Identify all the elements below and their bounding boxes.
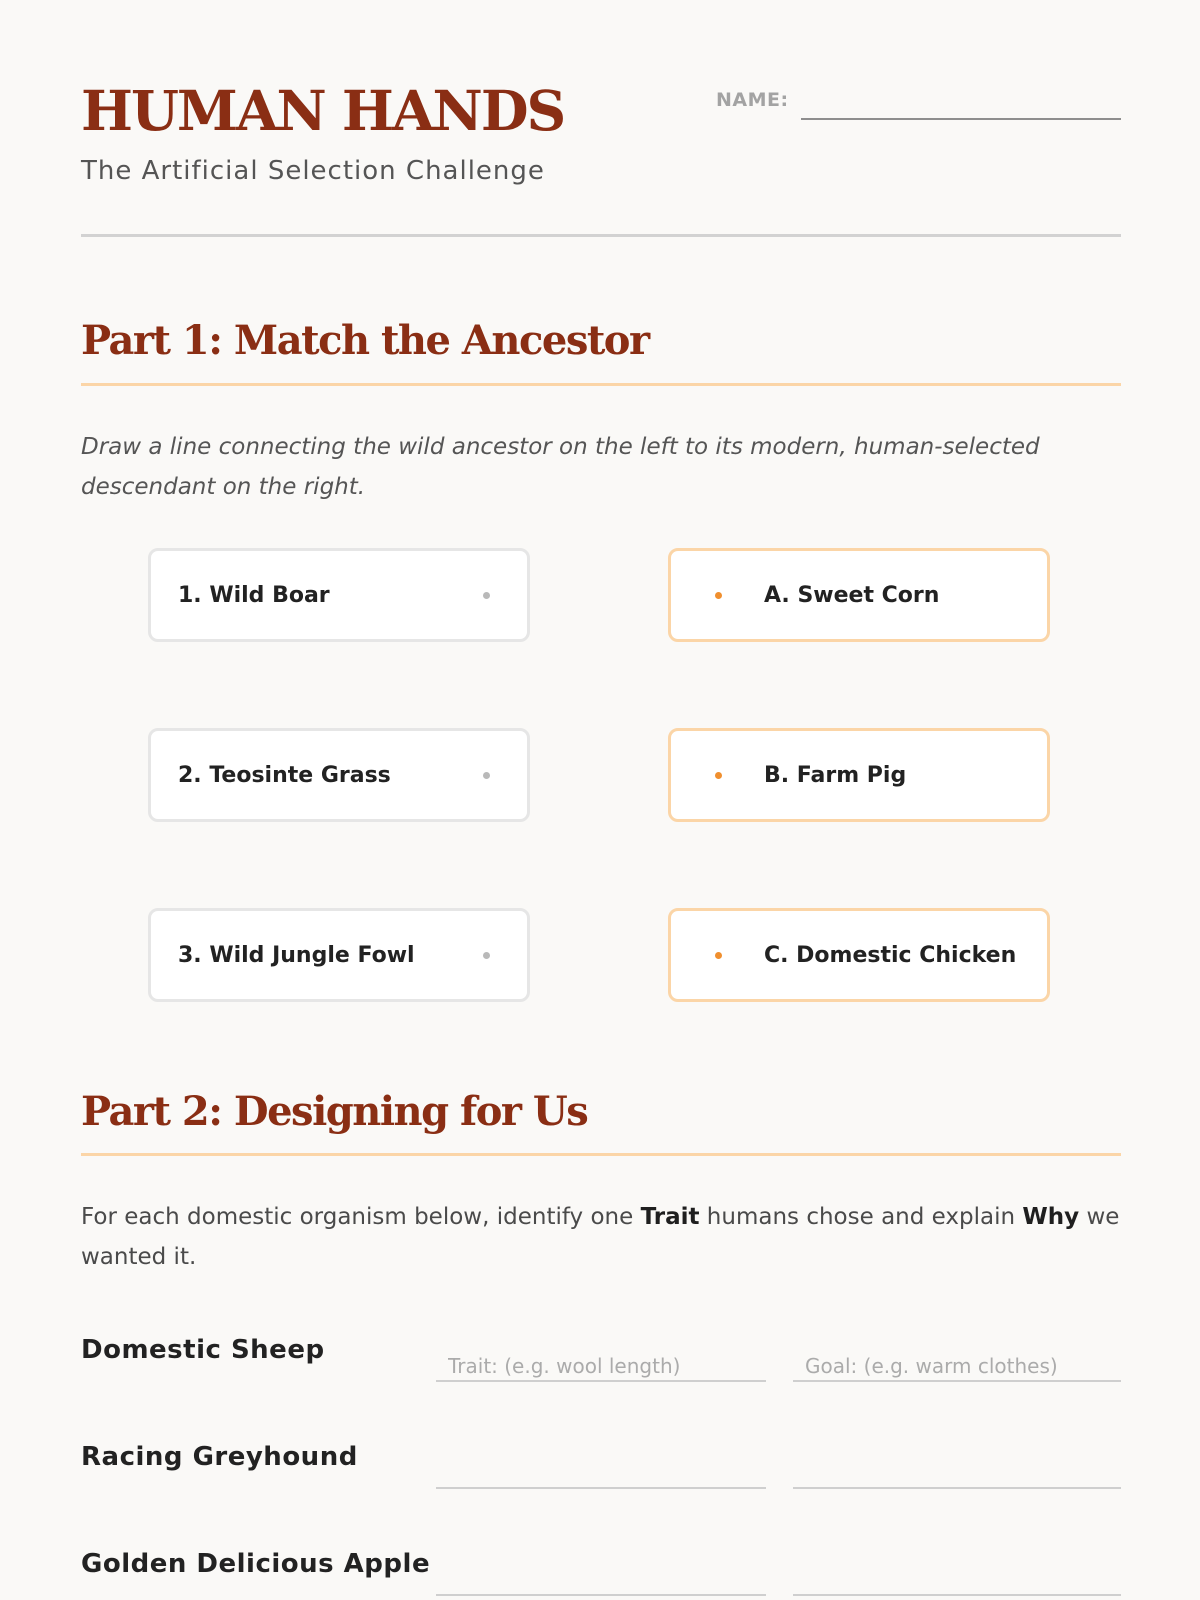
ancestor-card-wild-jungle-fowl[interactable] (148, 908, 530, 1002)
name-field-line[interactable] (801, 118, 1121, 120)
connector-dot[interactable] (483, 772, 490, 779)
part2-instructions (81, 1197, 1121, 1277)
part2-divider (81, 1153, 1121, 1156)
instructions-text: we wanted it. (81, 1204, 1120, 1270)
header-divider (81, 234, 1121, 237)
goal-input-racing-greyhound[interactable] (793, 1459, 1121, 1489)
part1-divider (81, 383, 1121, 386)
ancestor-label: 2. Teosinte Grass (178, 762, 391, 788)
trait-input-racing-greyhound[interactable] (436, 1459, 766, 1489)
ancestor-card-teosinte-grass[interactable] (148, 728, 530, 822)
descendant-card-domestic-chicken[interactable] (668, 908, 1050, 1002)
organism-label-racing-greyhound: Racing Greyhound (81, 1442, 358, 1472)
connector-dot[interactable] (483, 952, 490, 959)
worksheet-title: HUMAN HANDS (81, 78, 565, 143)
ancestor-label: 1. Wild Boar (178, 582, 330, 608)
descendant-card-sweet-corn[interactable] (668, 548, 1050, 642)
goal-input-golden-delicious-apple[interactable] (793, 1566, 1121, 1596)
instructions-text: For each domestic organism below, identify one (81, 1204, 641, 1230)
worksheet (81, 0, 1121, 1600)
worksheet-subtitle: The Artificial Selection Challenge (81, 156, 545, 186)
trait-input-domestic-sheep[interactable] (436, 1352, 766, 1382)
descendant-label: C. Domestic Chicken (764, 942, 1017, 968)
connector-dot[interactable] (483, 592, 490, 599)
name-label: NAME: (716, 89, 789, 111)
part1-heading: Part 1: Match the Ancestor (81, 317, 649, 364)
connector-dot[interactable] (715, 952, 722, 959)
organism-label-domestic-sheep: Domestic Sheep (81, 1335, 325, 1365)
connector-dot[interactable] (715, 592, 722, 599)
descendant-label: A. Sweet Corn (764, 582, 940, 608)
ancestor-card-wild-boar[interactable] (148, 548, 530, 642)
instructions-text: humans chose and explain (699, 1204, 1023, 1230)
descendant-label: B. Farm Pig (764, 762, 907, 788)
instructions-why-word: Why (1022, 1204, 1080, 1230)
descendant-card-farm-pig[interactable] (668, 728, 1050, 822)
connector-dot[interactable] (715, 772, 722, 779)
part2-heading: Part 2: Designing for Us (81, 1088, 588, 1135)
goal-input-domestic-sheep[interactable] (793, 1352, 1121, 1382)
ancestor-label: 3. Wild Jungle Fowl (178, 942, 415, 968)
organism-label-golden-delicious-apple: Golden Delicious Apple (81, 1549, 431, 1579)
instructions-trait-word: Trait (640, 1204, 700, 1230)
part1-instructions: Draw a line connecting the wild ancestor on the left to its modern, human-selected descendant on the right. (81, 434, 1040, 500)
trait-input-golden-delicious-apple[interactable] (436, 1566, 766, 1596)
